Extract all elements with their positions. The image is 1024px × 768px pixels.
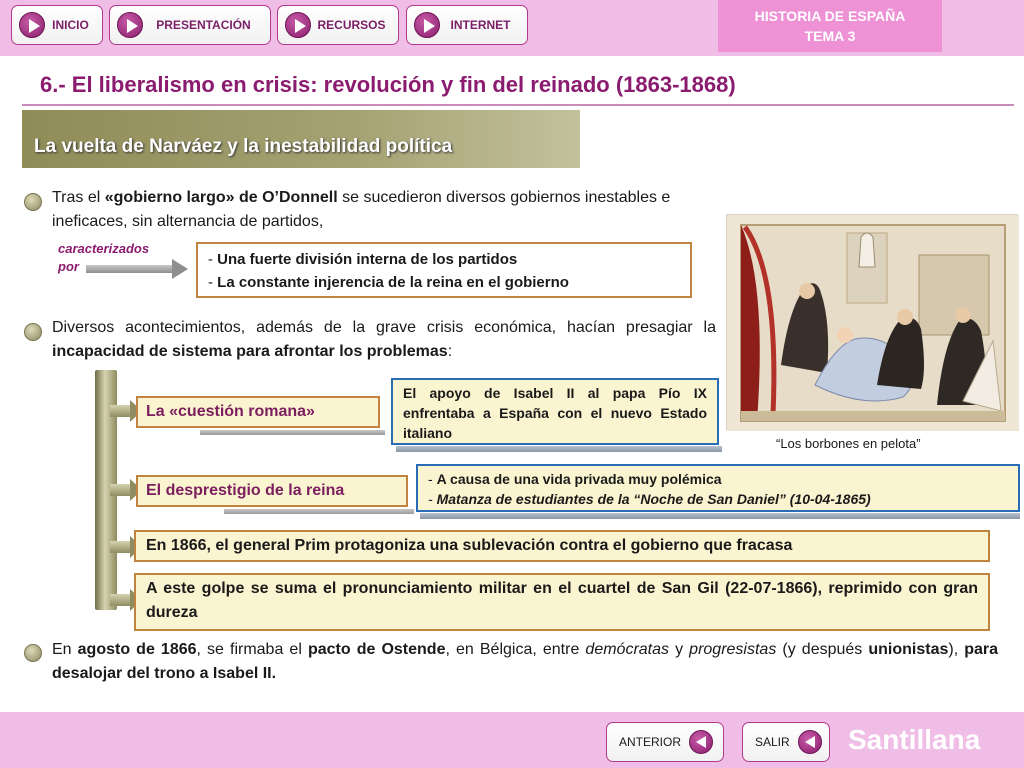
desprestigio-detail-item: - A causa de una vida privada muy polémica	[428, 469, 1008, 489]
back-arrow-icon	[798, 730, 822, 754]
title-divider	[22, 104, 1014, 106]
arrow-right-icon	[86, 262, 190, 276]
text-italic: progresistas	[689, 641, 777, 658]
characterized-label-line1: caracterizados	[58, 241, 150, 256]
list-item: - Una fuerte división interna de los partidos	[208, 248, 680, 271]
nav-inicio-button[interactable]	[11, 5, 103, 45]
publisher-logo: Santillana	[848, 724, 981, 755]
text: ),	[948, 641, 965, 658]
cuestion-romana-detail	[391, 378, 719, 445]
play-icon	[19, 12, 45, 38]
text-italic: demócratas	[585, 641, 670, 658]
box-shadow	[200, 430, 385, 435]
play-icon	[285, 12, 311, 38]
desprestigio-detail	[416, 464, 1020, 512]
cuestion-romana-label	[136, 396, 380, 428]
box-shadow	[396, 446, 722, 452]
salir-button[interactable]	[742, 722, 830, 762]
historical-illustration	[726, 214, 1018, 430]
characteristics-box	[196, 242, 692, 298]
nav-internet-button[interactable]	[406, 5, 528, 45]
list-item: - La constante injerencia de la reina en el gobierno	[208, 271, 680, 294]
connector-arrow-icon	[110, 484, 132, 496]
text: En	[52, 641, 78, 658]
connector-arrow-icon	[110, 405, 132, 417]
connector-arrow-icon	[110, 594, 132, 606]
text: :	[447, 343, 453, 360]
nav-recursos-button[interactable]	[277, 5, 399, 45]
text-bold: unionistas	[868, 641, 949, 658]
text: , se firmaba el	[196, 641, 308, 658]
text: Tras el	[52, 189, 105, 206]
section-banner-title: La vuelta de Narváez y la inestabilidad política	[34, 136, 453, 157]
bullet-icon	[24, 644, 42, 662]
desprestigio-label	[136, 475, 408, 507]
paragraph-ostende	[52, 638, 998, 686]
box-shadow	[224, 509, 414, 514]
cuestion-romana-detail-text: El apoyo de Isabel II al papa Pío IX enfrentaba a España con el nuevo Estado italiano	[403, 385, 707, 441]
nav-recursos-label: RECURSOS	[317, 18, 386, 32]
desprestigio-detail-item: - Matanza de estudiantes de la “Noche de San Daniel” (10-04-1865)	[428, 489, 1008, 509]
bullet-icon	[24, 193, 42, 211]
nav-inicio-label: INICIO	[52, 18, 89, 32]
play-icon	[117, 12, 143, 38]
san-gil-box	[134, 573, 990, 631]
prim-uprising-text: En 1866, el general Prim protagoniza una sublevación contra el gobierno que fracasa	[146, 537, 793, 554]
text: Diversos acontecimientos, además de la grave crisis económica, hacían presagiar la	[52, 319, 716, 336]
box-shadow	[420, 513, 1020, 519]
text-bold: «gobierno largo» de O’Donnell	[104, 189, 338, 206]
text-bold: pacto de Ostende	[307, 641, 446, 658]
text-bold: incapacidad de sistema para afrontar los problemas	[52, 343, 448, 360]
desprestigio-text: El desprestigio de la reina	[146, 482, 345, 499]
anterior-label: ANTERIOR	[619, 735, 682, 749]
subject-title: HISTORIA DE ESPAÑA	[754, 8, 906, 24]
text-bold: para desalojar del trono a Isabel II.	[52, 641, 999, 682]
back-arrow-icon	[689, 730, 713, 754]
text: (y después	[776, 641, 869, 658]
nav-presentacion-button[interactable]	[109, 5, 271, 45]
cuestion-romana-text: La «cuestión romana»	[146, 403, 315, 420]
text-bold: agosto de 1866	[77, 641, 197, 658]
prim-uprising-box	[134, 530, 990, 562]
text: se sucedieron diversos gobiernos inestables e ineficaces, sin alternancia de partidos,	[52, 189, 671, 230]
image-caption: “Los borbones en pelota”	[776, 436, 921, 451]
bullet-icon	[24, 323, 42, 341]
paragraph-gobierno-largo	[52, 186, 716, 234]
characterized-label-line2: por	[58, 259, 79, 274]
connector-arrow-icon	[110, 541, 132, 553]
salir-label: SALIR	[755, 735, 790, 749]
subject-badge	[718, 0, 942, 52]
san-gil-text: A este golpe se suma el pronunciamiento militar en el cuartel de San Gil (22-07-1866), reprimido con gran dureza	[146, 580, 978, 621]
page-title: 6.- El liberalismo en crisis: revolución y fin del reinado (1863-1868)	[40, 72, 736, 97]
nav-presentacion-label: PRESENTACIÓN	[156, 18, 251, 32]
play-icon	[414, 12, 440, 38]
paragraph-acontecimientos	[52, 316, 716, 364]
subject-unit: TEMA 3	[804, 28, 856, 44]
anterior-button[interactable]	[606, 722, 724, 762]
text: , en Bélgica, entre	[445, 641, 586, 658]
nav-internet-label: INTERNET	[450, 18, 511, 32]
text: y	[669, 641, 690, 658]
